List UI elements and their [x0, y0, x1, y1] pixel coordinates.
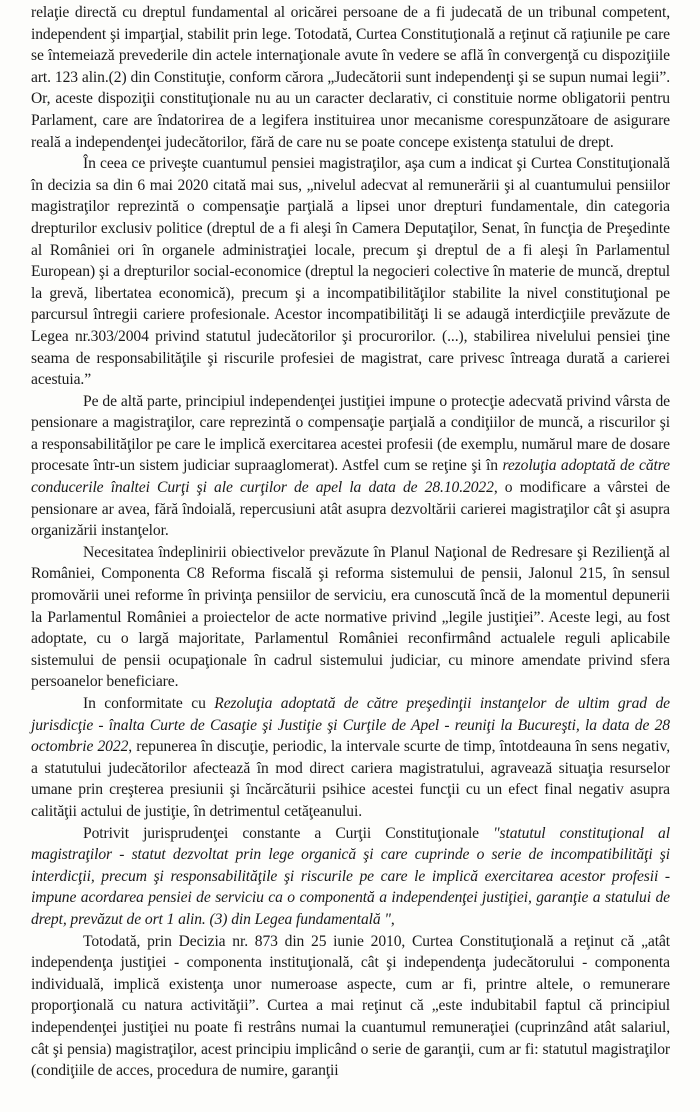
paragraph-7: [31, 931, 670, 1082]
paragraph-6-text-b: ,: [390, 910, 395, 928]
paragraph-1: [31, 2, 670, 153]
paragraph-3: [31, 391, 670, 542]
paragraph-3-text-a: Pe de altă parte, principiul independenţei justiţiei impune o protecţie adecvată privind vârsta de pensionare a magistraţilor, care reprezintă o compensaţie parţială a condiţiilor de muncă, a riscurilor şi a responsabilităţilor pe care le implică exercitarea acestei profesii (de exemplu, numărul mare de dosare procesate într-un sistem judiciar supraaglomerat). Astfel cum se reţine şi în: [31, 392, 670, 475]
paragraph-6-text-a: Potrivit jurisprudenţei constante a Curţii Constituţionale: [83, 824, 494, 842]
paragraph-6-italic-quote: "statutul constituţional al magistraţilor - statut dezvoltat prin lege organică şi care cuprinde o serie de incompatibilităţi şi interdicţii, precum şi responsabilităţile şi riscurile pe care le implică exercitarea acestor profesii - impune acordarea pensiei de serviciu ca o componentă a independenţei justiţiei, garanţie a statului de drept, prevăzut de ort 1 alin. (3) din Legea fundamentală ": [31, 824, 670, 928]
paragraph-4-text: Necesitatea îndeplinirii obiectivelor prevăzute în Planul Naţional de Redresare şi Rezilienţă al României, Componenta C8 Reforma fiscală şi reforma sistemului de pensii, Jalonul 215, în sensul promovării unei reforme în privinţa pensiilor de serviciu, era cunoscută încă de la momentul depunerii la Parlamentul României a proiectelor de acte normative privind „legile justiţiei”. Aceste legi, au fost adoptate, cu o largă majoritate, Parlamentul României reconfirmând actualele reguli aplicabile sistemului de pensii ocupaţionale în cadrul sistemului judiciar, cu minore amendate privind sfera persoanelor beneficiare.: [31, 543, 670, 691]
paragraph-5-text-b: , repunerea în discuţie, periodic, la intervale scurte de timp, întotdeauna în sens negativ, a statutului judecătorilor afectează în mod direct cariera magistratului, agravează situaţia resurselor umane prin creşterea presiunii şi încărcăturii psihice acestei funcţii cu un efect final negativ asupra calităţii actului de justiţie, în detrimentul cetăţeanului.: [31, 738, 670, 820]
paragraph-7-text: Totodată, prin Decizia nr. 873 din 25 iunie 2010, Curtea Constituţională a reţinut că „atât independenţa justiţiei - componenta instituţională, cât şi independenţa judecătorului - componenta individuală, implică existenţa unor numeroase aspecte, cum ar fi, printre altele, o remunerare proporţională cu natura activităţii”. Curtea a mai reţinut că „este indubitabil faptul că principiul independenţei justiţiei nu poate fi restrâns numai la cuantumul remuneraţiei (cuprinzând atât salariul, cât şi pensia) magistraţilor, acest principiu implicând o serie de garanţii, cum ar fi: statutul magistraţilor (condiţiile de acces, procedura de numire, garanţii: [31, 932, 670, 1080]
paragraph-5: [31, 693, 670, 823]
paragraph-6: [31, 823, 670, 931]
paragraph-5-text-a: In conformitate cu: [83, 695, 215, 712]
paragraph-1-text: relaţie directă cu dreptul fundamental al oricărei persoane de a fi judecată de un tribunal competent, independent şi imparţial, stabilit prin lege. Totodată, Curtea Constituţională a reţinut că raţiunile pe care se întemeiază prevederile din actele internaţionale avute în vedere se află în convergenţă cu dispoziţiile art. 123 alin.(2) din Constituţie, conform cărora „Judecătorii sunt independenţi şi se supun numai legii”. Or, aceste dispoziţii constituţionale nu au un caracter declarativ, ci constituie norme obligatorii pentru Parlament, care are îndatorirea de a legifera instituirea unor mecanisme corespunzătoare de asigurare reală a independenţei judecătorilor, fără de care nu se poate concepe existenţa statului de drept.: [31, 4, 670, 151]
paragraph-2-text: În ceea ce priveşte cuantumul pensiei magistraţilor, aşa cum a indicat şi Curtea Constituţională în decizia sa din 6 mai 2020 citată mai sus, „nivelul adecvat al remunerării şi al cuantumului pensiilor magistraţilor reprezintă o compensaţie parţială a lipsei unor drepturi fundamentale, din categoria drepturilor exclusiv politice (dreptul de a fi aleşi în Camera Deputaţilor, Senat, în funcţia de Preşedinte al României ori în organele administraţiei locale, precum şi dreptul de a fi aleşi în Parlamentul European) şi a drepturilor social-economice (dreptul la negocieri colective în materie de muncă, dreptul la grevă, libertatea economică), precum şi a incompatibilităţilor stabilite la nivel constituţional pe parcursul întregii cariere profesionale. Acestor incompatibilităţi li se adaugă interdicţiile prevăzute de Legea nr.303/2004 privind statutul judecătorilor şi procurorilor. (...), stabilirea nivelului pensiei ţine seama de responsabilităţile şi riscurile profesiei de magistrat, care privesc întreaga durată a carierei acestuia.”: [31, 155, 670, 389]
paragraph-3-italic-citation: rezoluţia adoptată de către conducerile înaltei Curţi şi ale curţilor de apel la data de 28.10.2022: [31, 457, 671, 497]
paragraph-3-text-b: , o modificare a vârstei de pensionare ar avea, fără îndoială, repercusiuni atât asupra dezvoltării carierei magistraţilor cât şi asupra organizării instanţelor.: [31, 479, 670, 540]
paragraph-2: [31, 153, 670, 391]
paragraph-5-italic-citation: Rezoluţia adoptată de către preşedinţii instanţelor de ultim grad de jurisdicţie - înalta Curte de Casaţie şi Justiţie şi Curţile de Apel - reuniţi la Bucureşti, la data de 28 octombrie 2022: [31, 695, 670, 756]
paragraph-4: [31, 542, 670, 693]
